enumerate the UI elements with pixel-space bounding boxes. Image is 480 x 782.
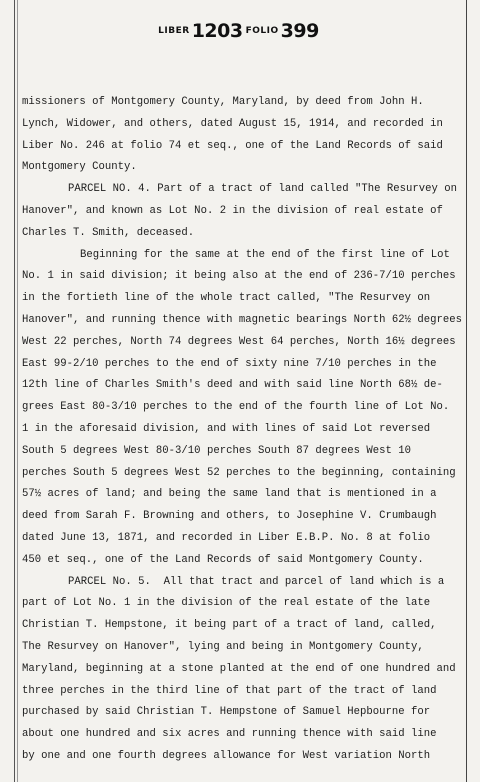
text-line: Montgomery County. bbox=[22, 161, 137, 174]
text-line: missioners of Montgomery County, Maryland, by deed from John H. bbox=[22, 96, 424, 108]
liber-label: LIBER bbox=[158, 26, 190, 36]
text-line: Liber No. 246 at folio 74 et seq., one of the Land Records of said bbox=[22, 139, 443, 152]
text-line: Christian T. Hempstone, it being part of a tract of land, called, bbox=[22, 619, 437, 632]
text-line: by one and one fourth degrees allowance for West variation North bbox=[22, 749, 431, 762]
text-line: part of Lot No. 1 in the division of the real estate of the late bbox=[22, 597, 431, 610]
text-line: grees East 80-3/10 perches to the end of the fourth line of Lot No. bbox=[22, 401, 450, 414]
text-line: Hanover", and running thence with magnetic bearings North 62½ degrees bbox=[22, 313, 463, 326]
right-margin-rule bbox=[466, 0, 467, 782]
text-line: dated June 13, 1871, and recorded in Liber E.B.P. No. 8 at folio bbox=[22, 531, 431, 544]
text-line: purchased by said Christian T. Hempstone of Samuel Hepbourne for bbox=[22, 706, 431, 719]
text-line: about one hundred and six acres and running thence with said line bbox=[22, 728, 437, 741]
text-line: 1 in the aforesaid division, and with lines of said Lot reversed bbox=[22, 422, 431, 435]
text-line: Lynch, Widower, and others, dated August 15, 1914, and recorded in bbox=[22, 117, 443, 130]
folio-label: FOLIO bbox=[245, 26, 279, 36]
text-line: 450 et seq., one of the Land Records of said Montgomery County. bbox=[22, 553, 424, 566]
left-margin-rule bbox=[14, 0, 15, 782]
text-line: Maryland, beginning at a stone planted at the end of one hundred and bbox=[22, 662, 456, 675]
liber-number: 1203 bbox=[191, 20, 243, 42]
text-line: PARCEL No. 5. All that tract and parcel of land which is a bbox=[68, 575, 445, 588]
text-line: No. 1 in said division; it being also at the end of 236-7/10 perches bbox=[22, 270, 456, 283]
text-line: deed from Sarah F. Browning and others, to Josephine V. Crumbaugh bbox=[22, 510, 437, 523]
deed-text-body bbox=[22, 92, 466, 768]
text-line: South 5 degrees West 80-3/10 perches South 87 degrees West 10 bbox=[22, 444, 412, 457]
text-line: three perches in the third line of that part of the tract of land bbox=[22, 684, 437, 697]
text-line: East 99-2/10 perches to the end of sixty nine 7/10 perches in the bbox=[22, 357, 437, 370]
folio-number: 399 bbox=[280, 20, 319, 42]
text-line: PARCEL NO. 4. Part of a tract of land called "The Resurvey on bbox=[68, 183, 458, 196]
text-line: West 22 perches, North 74 degrees West 64 perches, North 16½ degrees bbox=[22, 335, 456, 348]
text-line: Charles T. Smith, deceased. bbox=[22, 226, 195, 239]
text-line: 57½ acres of land; and being the same land that is mentioned in a bbox=[22, 488, 437, 501]
text-line: Beginning for the same at the end of the first line of Lot bbox=[80, 248, 450, 261]
text-line: 12th line of Charles Smith's deed and with said line North 68½ de- bbox=[22, 379, 443, 392]
text-line: perches South 5 degrees West 52 perches to the beginning, containing bbox=[22, 466, 456, 479]
text-line: in the fortieth line of the whole tract called, "The Resurvey on bbox=[22, 292, 431, 305]
text-line: The Resurvey on Hanover", lying and being in Montgomery County, bbox=[22, 640, 424, 653]
left-margin-rule-inner bbox=[17, 0, 18, 782]
liber-folio-stamp bbox=[0, 20, 480, 42]
text-line: Hanover", and known as Lot No. 2 in the division of real estate of bbox=[22, 204, 443, 217]
